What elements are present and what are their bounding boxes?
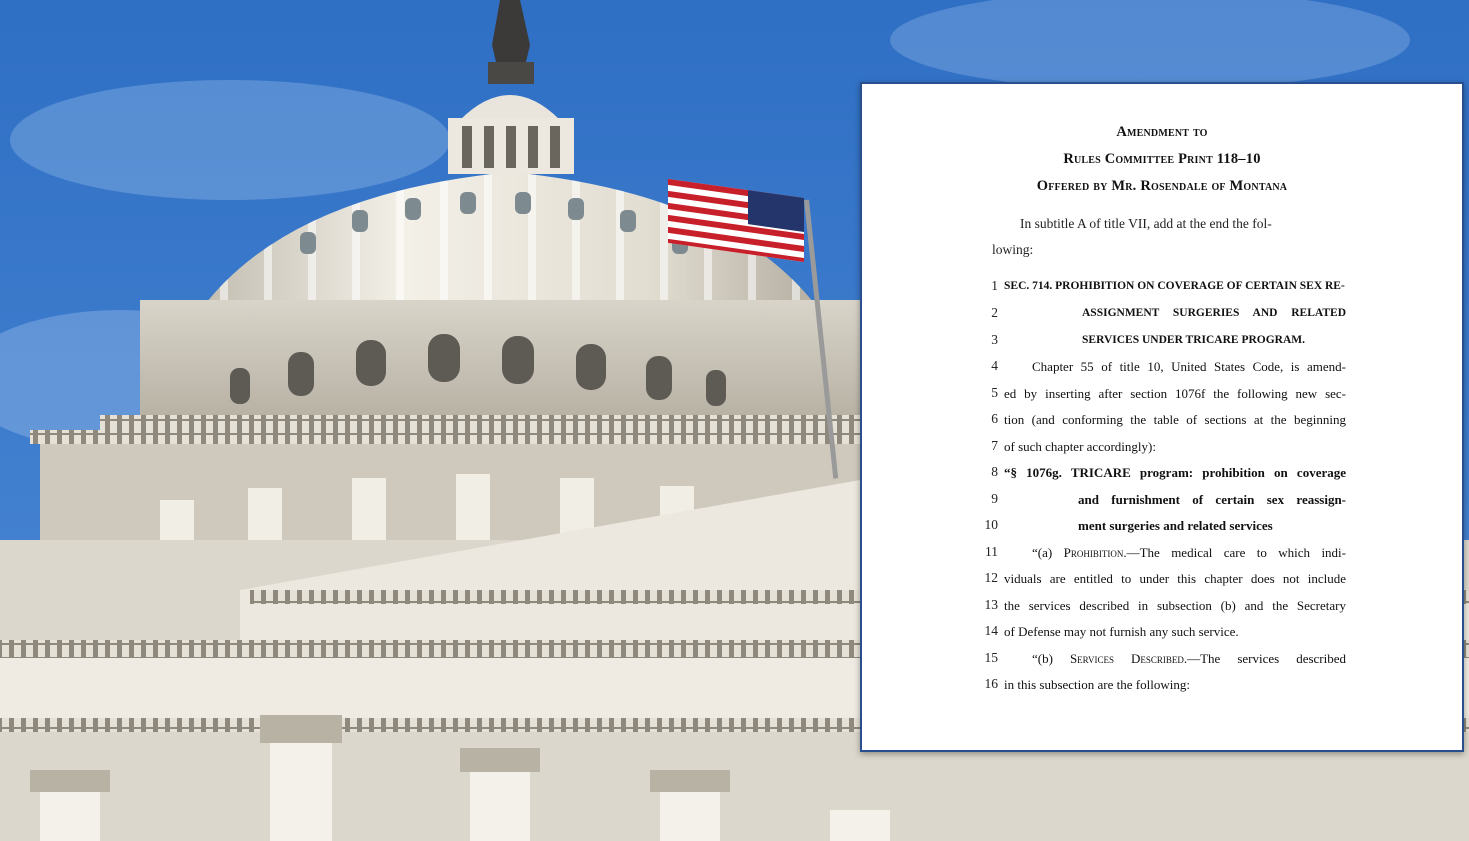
intro-line-1: In subtitle A of title VII, add at the end the fol- — [1020, 216, 1272, 231]
line-text-heading: Prohibition — [1063, 545, 1124, 560]
line-number: 13 — [984, 597, 998, 612]
line-number: 9 — [991, 491, 998, 506]
line-text: and furnishment of certain sex reassign- — [1078, 492, 1346, 507]
amendment-document — [860, 82, 1464, 752]
line-text-a: “(b) — [1032, 651, 1070, 666]
line-text: of Defense may not furnish any such service. — [1004, 624, 1239, 639]
line-text: ASSIGNMENT SURGERIES AND RELATED — [1082, 307, 1346, 319]
line-number: 7 — [991, 438, 998, 453]
line-number: 10 — [984, 517, 998, 532]
line-text: in this subsection are the following: — [1004, 677, 1190, 692]
line-number: 15 — [984, 650, 998, 665]
line-text: SEC. 714. PROHIBITION ON COVERAGE OF CERTAIN SEX RE- — [1004, 280, 1345, 292]
line-text: tion (and conforming the table of sections at the beginning — [1004, 412, 1346, 427]
line-text: Chapter 55 of title 10, United States Code, is amend- — [1032, 359, 1346, 374]
line-number: 2 — [991, 305, 998, 320]
line-number: 6 — [991, 411, 998, 426]
doc-heading-line-1: Amendment to — [1116, 124, 1208, 140]
line-text: ed by inserting after section 1076f the following new sec- — [1004, 386, 1346, 401]
line-number: 3 — [991, 332, 998, 347]
line-number: 12 — [984, 570, 998, 585]
line-text: the services described in subsection (b) and the Secretary — [1004, 598, 1346, 613]
intro-line-2: lowing: — [992, 242, 1034, 257]
doc-heading-line-3: Offered by Mr. Rosendale of Montana — [1036, 178, 1288, 194]
line-text: SERVICES UNDER TRICARE PROGRAM. — [1082, 334, 1306, 346]
line-text — [1032, 651, 1346, 667]
line-number: 8 — [991, 464, 998, 479]
line-text-b: .—The medical care to which indi- — [1123, 545, 1347, 560]
line-number: 11 — [985, 544, 998, 559]
line-text: ment surgeries and related services — [1078, 518, 1273, 533]
line-text-heading: Services Described — [1069, 651, 1184, 666]
line-text: of such chapter accordingly): — [1004, 439, 1156, 454]
line-text — [1032, 545, 1346, 561]
line-text: “§ 1076g. TRICARE program: prohibition on coverage — [1004, 465, 1346, 480]
line-number: 16 — [984, 676, 998, 691]
line-text-b: .—The services described — [1183, 651, 1347, 666]
line-text: viduals are entitled to under this chapter does not include — [1004, 571, 1346, 586]
doc-heading-line-2: Rules Committee Print 118–10 — [1063, 151, 1261, 167]
line-number: 1 — [991, 278, 998, 293]
line-number: 14 — [984, 623, 998, 638]
line-number: 4 — [991, 358, 998, 373]
line-number: 5 — [991, 385, 998, 400]
line-text-a: “(a) — [1032, 545, 1064, 560]
